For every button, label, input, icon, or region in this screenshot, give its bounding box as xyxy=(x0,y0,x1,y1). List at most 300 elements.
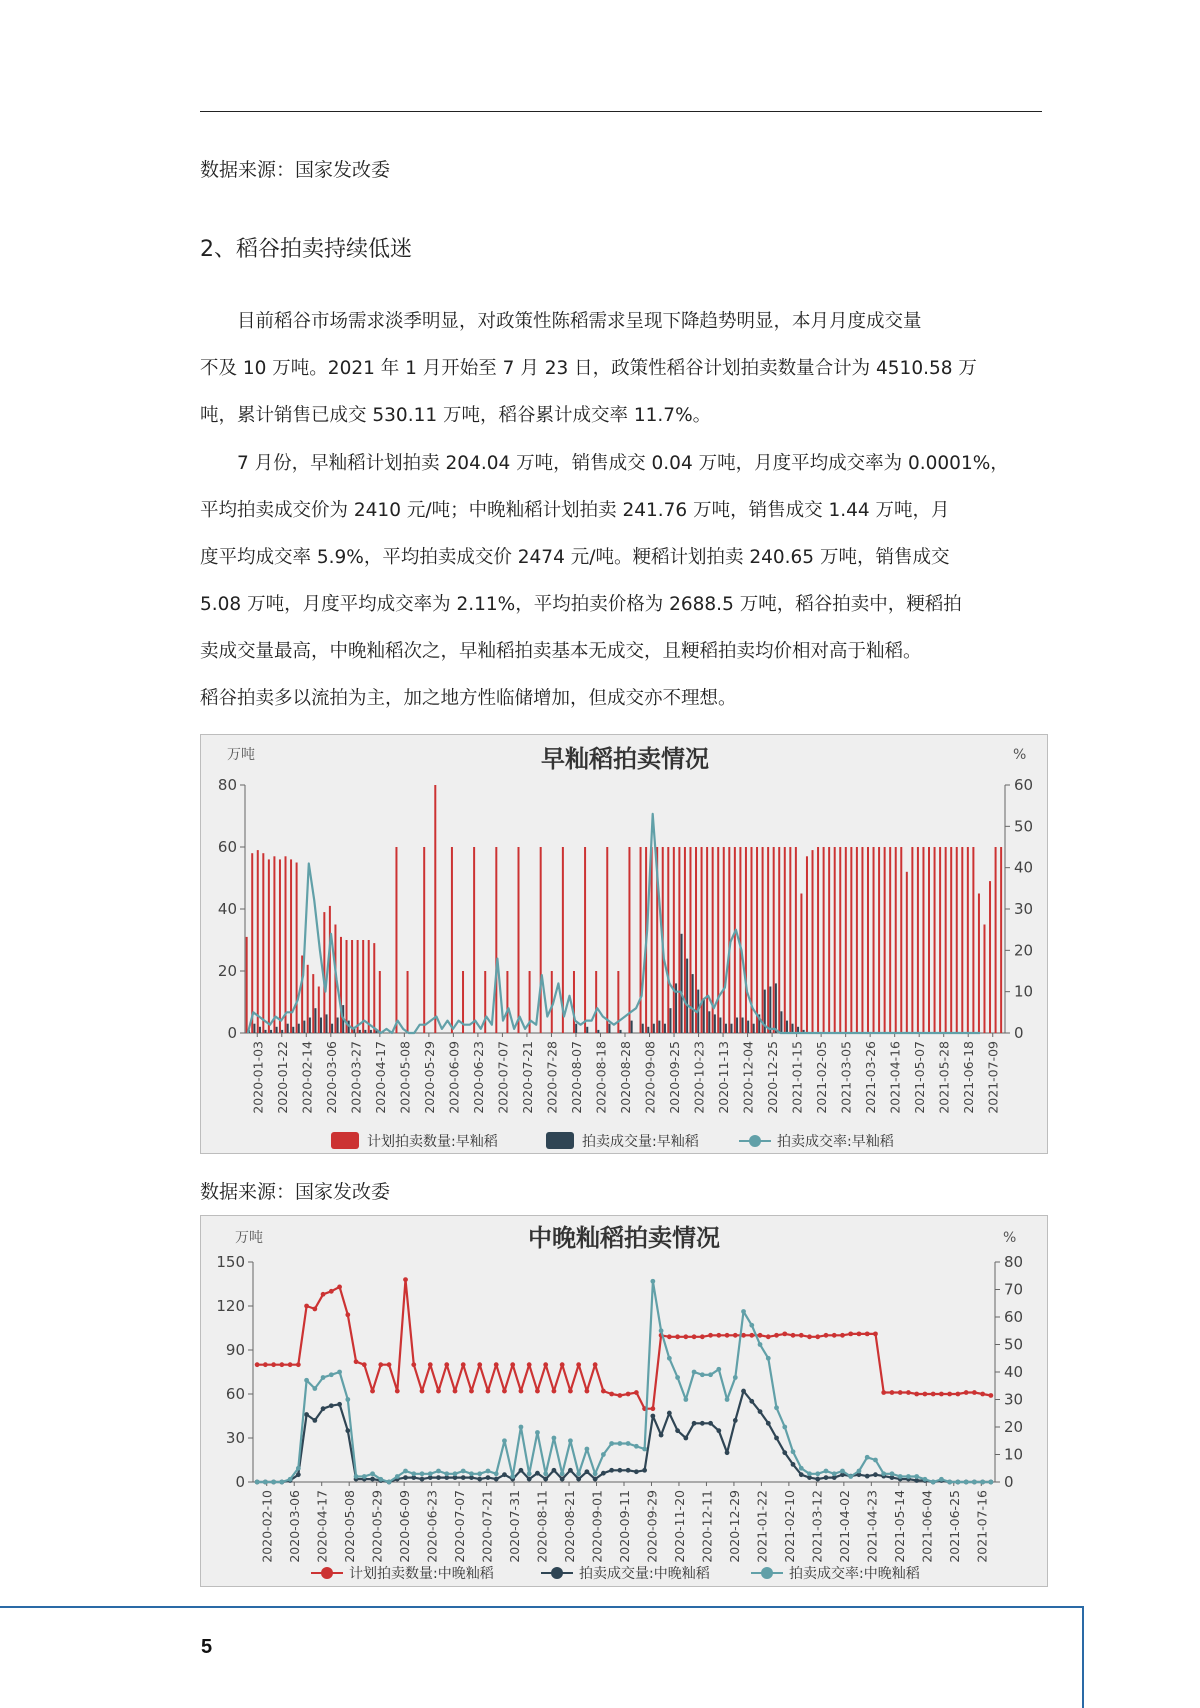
bar-plan xyxy=(667,847,669,1033)
bar-volume xyxy=(253,1024,255,1033)
paragraph-line: 7 月份，早籼稻计划拍卖 204.04 万吨，销售成交 0.04 万吨，月度平均成交率为 0.0001%， xyxy=(200,453,1009,474)
series-point xyxy=(634,1469,639,1474)
series-point xyxy=(461,1475,466,1480)
paragraph-line: 卖成交量最高，中晚籼稻次之，早籼稻拍卖基本无成交，且粳稻拍卖均价相对高于籼稻。 xyxy=(200,641,922,662)
series-point xyxy=(543,1362,548,1367)
series-point xyxy=(378,1477,383,1482)
series-point xyxy=(865,1455,870,1460)
legend-label: 拍卖成交率:中晚籼稻 xyxy=(789,1566,920,1582)
bar-plan xyxy=(817,847,819,1033)
series-point xyxy=(865,1474,870,1479)
bar-plan xyxy=(423,847,425,1033)
footer-frame xyxy=(0,1606,1084,1708)
bar-plan xyxy=(373,943,375,1033)
series-point xyxy=(312,1386,317,1391)
bar-volume xyxy=(780,1011,782,1033)
chart-title: 早籼稻拍卖情况 xyxy=(541,745,709,773)
paragraph-line: 平均拍卖成交价为 2410 元/吨；中晚籼稻计划拍卖 241.76 万吨，销售成交 1.44 万吨，月 xyxy=(200,500,950,521)
series-point xyxy=(857,1331,862,1336)
series-point xyxy=(617,1468,622,1473)
series-point xyxy=(576,1362,581,1367)
series-point xyxy=(560,1362,565,1367)
bar-plan xyxy=(734,847,736,1033)
bar-volume xyxy=(725,1024,727,1033)
x-tick-label: 2020-05-29 xyxy=(369,1490,385,1563)
bar-volume xyxy=(608,1024,610,1033)
bar-plan xyxy=(956,847,958,1033)
legend-label: 拍卖成交率:早籼稻 xyxy=(777,1134,894,1150)
y-right-tick-label: 30 xyxy=(1004,1390,1024,1409)
series-point xyxy=(650,1406,655,1411)
bar-volume xyxy=(281,1030,283,1033)
series-point xyxy=(733,1375,738,1380)
x-tick-label: 2020-08-07 xyxy=(568,1041,584,1114)
series-point xyxy=(873,1331,878,1336)
bar-plan xyxy=(1000,847,1002,1033)
x-tick-label: 2020-06-09 xyxy=(446,1041,462,1114)
paragraph-line: 目前稻谷市场需求淡季明显，对政策性陈稻需求呈现下降趋势明显，本月月度成交量 xyxy=(200,311,922,332)
series-point xyxy=(848,1474,853,1479)
bar-plan xyxy=(995,847,997,1033)
series-point xyxy=(824,1333,829,1338)
series-point xyxy=(395,1474,400,1479)
bar-plan xyxy=(484,971,486,1033)
bar-volume xyxy=(320,1018,322,1034)
series-point xyxy=(461,1362,466,1367)
series-point xyxy=(494,1362,499,1367)
series-point xyxy=(848,1331,853,1336)
series-point xyxy=(898,1390,903,1395)
series-point xyxy=(271,1480,276,1485)
bar-volume xyxy=(586,1027,588,1033)
series-point xyxy=(692,1334,697,1339)
bar-plan xyxy=(678,847,680,1033)
x-tick-label: 2020-09-29 xyxy=(644,1490,660,1563)
bar-plan xyxy=(379,971,381,1033)
bar-volume xyxy=(786,1021,788,1033)
series-point xyxy=(939,1477,944,1482)
series-point xyxy=(824,1475,829,1480)
bar-volume xyxy=(669,1008,671,1033)
series-point xyxy=(626,1468,631,1473)
series-point xyxy=(560,1477,565,1482)
y-right-tick-label: 80 xyxy=(1004,1253,1024,1271)
series-point xyxy=(535,1471,540,1476)
series-point xyxy=(552,1436,557,1441)
bar-volume xyxy=(265,1030,267,1033)
y-right-tick-label: 40 xyxy=(1004,1363,1024,1381)
bar-plan xyxy=(762,847,764,1033)
bar-plan xyxy=(950,847,952,1033)
series-point xyxy=(552,1389,557,1394)
series-point xyxy=(486,1475,491,1480)
bar-plan xyxy=(795,847,797,1033)
mid-late-indica-chart-svg xyxy=(201,1216,1047,1586)
series-point xyxy=(980,1392,985,1397)
series-point xyxy=(758,1409,763,1414)
bar-plan xyxy=(900,847,902,1033)
series-point xyxy=(312,1307,317,1312)
bar-plan xyxy=(806,856,808,1033)
series-point xyxy=(387,1362,392,1367)
legend-label: 计划拍卖数量:早籼稻 xyxy=(367,1134,498,1150)
bar-plan xyxy=(928,847,930,1033)
x-tick-label: 2021-06-04 xyxy=(919,1490,935,1563)
series-point xyxy=(395,1389,400,1394)
x-tick-label: 2020-04-17 xyxy=(314,1490,330,1563)
series-point xyxy=(939,1392,944,1397)
bar-plan xyxy=(967,847,969,1033)
bar-plan xyxy=(983,925,985,1034)
x-tick-label: 2020-09-01 xyxy=(589,1490,605,1563)
series-point xyxy=(329,1372,334,1377)
series-point xyxy=(626,1441,631,1446)
series-point xyxy=(609,1441,614,1446)
bar-volume xyxy=(658,1021,660,1033)
series-point xyxy=(741,1309,746,1314)
series-point xyxy=(354,1474,359,1479)
series-point xyxy=(609,1392,614,1397)
bar-plan xyxy=(789,847,791,1033)
legend-swatch xyxy=(331,1132,359,1149)
series-point xyxy=(568,1438,573,1443)
bar-plan xyxy=(723,847,725,1033)
bar-plan xyxy=(246,937,248,1033)
bar-plan xyxy=(878,847,880,1033)
series-point xyxy=(477,1477,482,1482)
series-point xyxy=(329,1403,334,1408)
series-point xyxy=(733,1333,738,1338)
bar-plan xyxy=(756,847,758,1033)
series-point xyxy=(881,1471,886,1476)
x-tick-label: 2020-02-10 xyxy=(259,1490,275,1563)
bar-volume xyxy=(620,1030,622,1033)
series-point xyxy=(634,1444,639,1449)
x-tick-label: 2021-07-16 xyxy=(974,1490,990,1563)
paragraph-line: 稻谷拍卖多以流拍为主，加之地方性临储增加，但成交亦不理想。 xyxy=(200,688,737,709)
bar-volume xyxy=(597,1030,599,1033)
series-point xyxy=(741,1333,746,1338)
series-point xyxy=(453,1389,458,1394)
series-point xyxy=(906,1474,911,1479)
bar-volume xyxy=(775,983,777,1033)
series-point xyxy=(255,1480,260,1485)
bar-plan xyxy=(823,847,825,1033)
y-right-tick-label: 30 xyxy=(1014,900,1034,918)
series-point xyxy=(304,1378,309,1383)
series-point xyxy=(420,1471,425,1476)
series-point xyxy=(791,1462,796,1467)
x-tick-label: 2020-11-13 xyxy=(716,1041,732,1114)
series-point xyxy=(494,1477,499,1482)
bar-volume xyxy=(259,1027,261,1033)
bar-plan xyxy=(318,987,320,1034)
y-left-tick-label: 40 xyxy=(217,900,237,918)
series-point xyxy=(337,1370,342,1375)
bar-plan xyxy=(312,974,314,1033)
x-tick-label: 2020-07-31 xyxy=(507,1490,523,1563)
x-tick-label: 2021-06-18 xyxy=(961,1041,977,1114)
series-point xyxy=(576,1471,581,1476)
y-right-tick-label: 50 xyxy=(1004,1335,1024,1354)
series-point xyxy=(601,1471,606,1476)
series-point xyxy=(279,1480,284,1485)
series-point xyxy=(774,1405,779,1410)
bar-volume xyxy=(575,1024,577,1033)
series-point xyxy=(988,1393,993,1398)
series-point xyxy=(923,1477,928,1482)
bar-plan xyxy=(451,847,453,1033)
bar-plan xyxy=(307,965,309,1033)
series-point xyxy=(906,1390,911,1395)
series-point xyxy=(593,1471,598,1476)
series-point xyxy=(279,1362,284,1367)
series-point xyxy=(766,1356,771,1361)
legend-swatch-dot xyxy=(749,1135,761,1147)
series-point xyxy=(749,1399,754,1404)
series-point xyxy=(362,1362,367,1367)
bar-plan xyxy=(606,847,608,1033)
bar-plan xyxy=(978,894,980,1034)
page-number: 5 xyxy=(201,1636,213,1658)
x-tick-label: 2020-12-04 xyxy=(740,1041,756,1114)
bar-plan xyxy=(695,847,697,1033)
y-right-tick-label: 10 xyxy=(1014,982,1034,1001)
bar-plan xyxy=(434,785,436,1033)
y-right-tick-label: 60 xyxy=(1014,776,1034,794)
x-tick-label: 2020-06-23 xyxy=(470,1041,486,1114)
series-point xyxy=(923,1392,928,1397)
bar-volume xyxy=(736,1018,738,1034)
series-point xyxy=(585,1389,590,1394)
bar-plan xyxy=(845,847,847,1033)
series-point xyxy=(560,1471,565,1476)
paragraph-line: 吨，累计销售已成交 530.11 万吨，稻谷累计成交率 11.7%。 xyxy=(200,405,712,426)
series-point xyxy=(593,1477,598,1482)
series-point xyxy=(667,1334,672,1339)
bar-plan xyxy=(673,847,675,1033)
bar-plan xyxy=(640,847,642,1033)
series-point xyxy=(436,1389,441,1394)
y-right-tick-label: 20 xyxy=(1014,941,1034,960)
bar-plan xyxy=(689,847,691,1033)
series-line-plan xyxy=(257,1280,991,1409)
series-point xyxy=(791,1449,796,1454)
paragraph-line: 不及 10 万吨。2021 年 1 月开始至 7 月 23 日，政策性稻谷计划拍卖数量合计为 4510.58 万 xyxy=(200,358,977,379)
series-point xyxy=(659,1433,664,1438)
x-tick-label: 2020-09-11 xyxy=(617,1490,632,1563)
series-point xyxy=(865,1331,870,1336)
bar-volume xyxy=(747,1021,749,1033)
bar-plan xyxy=(573,971,575,1033)
x-tick-label: 2021-03-05 xyxy=(838,1041,854,1114)
x-tick-label: 2020-08-28 xyxy=(618,1041,633,1114)
series-point xyxy=(931,1480,936,1485)
bar-plan xyxy=(850,847,852,1033)
bar-volume xyxy=(276,1027,278,1033)
series-point xyxy=(650,1279,655,1284)
bar-plan xyxy=(922,847,924,1033)
bar-volume xyxy=(731,1024,733,1033)
series-point xyxy=(683,1397,688,1402)
bar-volume xyxy=(653,1024,655,1033)
bar-plan xyxy=(895,847,897,1033)
series-point xyxy=(444,1362,449,1367)
y-left-tick-label: 30 xyxy=(225,1429,245,1447)
series-point xyxy=(766,1421,771,1426)
bar-plan xyxy=(268,859,270,1033)
x-tick-label: 2020-07-07 xyxy=(452,1490,468,1563)
series-point xyxy=(799,1333,804,1338)
series-point xyxy=(741,1389,746,1394)
series-point xyxy=(436,1469,441,1474)
series-point xyxy=(263,1480,268,1485)
y-right-tick-label: 50 xyxy=(1014,817,1034,836)
series-point xyxy=(815,1477,820,1482)
bar-plan xyxy=(884,847,886,1033)
series-point xyxy=(502,1472,507,1477)
bar-plan xyxy=(745,847,747,1033)
series-point xyxy=(345,1312,350,1317)
y-right-unit-label: % xyxy=(1013,747,1027,763)
series-point xyxy=(601,1389,606,1394)
series-point xyxy=(914,1392,919,1397)
series-point xyxy=(626,1392,631,1397)
bar-plan xyxy=(834,847,836,1033)
bar-plan xyxy=(628,847,630,1033)
series-point xyxy=(519,1425,524,1430)
series-point xyxy=(708,1421,713,1426)
y-left-tick-label: 0 xyxy=(227,1024,237,1042)
series-point xyxy=(964,1480,969,1485)
x-tick-label: 2020-05-08 xyxy=(397,1041,413,1114)
bar-plan xyxy=(728,847,730,1033)
bar-plan xyxy=(540,847,542,1033)
bar-plan xyxy=(856,847,858,1033)
legend-label: 拍卖成交量:中晚籼稻 xyxy=(579,1566,710,1582)
bar-volume xyxy=(753,1024,755,1033)
series-point xyxy=(708,1333,713,1338)
bar-plan xyxy=(961,847,963,1033)
bar-volume xyxy=(647,1027,649,1033)
y-left-tick-label: 60 xyxy=(217,838,237,856)
bar-plan xyxy=(651,847,653,1033)
y-right-unit-label: % xyxy=(1003,1230,1017,1246)
x-tick-label: 2020-05-08 xyxy=(342,1490,358,1563)
x-tick-label: 2020-09-25 xyxy=(667,1041,683,1114)
bar-volume xyxy=(303,1021,305,1033)
y-left-unit-label: 万吨 xyxy=(235,1230,263,1246)
series-point xyxy=(931,1392,936,1397)
x-tick-label: 2021-05-28 xyxy=(936,1041,952,1114)
series-point xyxy=(824,1469,829,1474)
bar-plan xyxy=(889,847,891,1033)
y-left-tick-label: 120 xyxy=(216,1297,245,1315)
bar-plan xyxy=(778,847,780,1033)
bar-volume xyxy=(714,1014,716,1033)
series-point xyxy=(667,1356,672,1361)
bar-volume xyxy=(769,987,771,1034)
series-point xyxy=(749,1323,754,1328)
series-point xyxy=(683,1334,688,1339)
x-tick-label: 2020-12-11 xyxy=(699,1490,715,1563)
x-tick-label: 2021-04-23 xyxy=(864,1490,880,1563)
x-tick-label: 2021-01-15 xyxy=(789,1041,805,1114)
series-point xyxy=(791,1333,796,1338)
bar-plan xyxy=(873,847,875,1033)
series-point xyxy=(403,1475,408,1480)
bar-volume xyxy=(719,1018,721,1034)
x-tick-label: 2021-05-07 xyxy=(912,1041,928,1114)
bar-volume xyxy=(270,1030,272,1033)
series-point xyxy=(568,1468,573,1473)
series-point xyxy=(436,1475,441,1480)
series-point xyxy=(502,1438,507,1443)
series-point xyxy=(543,1471,548,1476)
x-tick-label: 2020-10-23 xyxy=(691,1041,707,1114)
series-point xyxy=(411,1362,416,1367)
bar-plan xyxy=(839,847,841,1033)
x-tick-label: 2021-06-25 xyxy=(946,1490,962,1563)
series-point xyxy=(980,1480,985,1485)
x-tick-label: 2020-03-06 xyxy=(323,1041,339,1114)
bar-volume xyxy=(742,1018,744,1034)
y-right-tick-label: 70 xyxy=(1004,1280,1024,1299)
bar-plan xyxy=(340,937,342,1033)
series-point xyxy=(840,1469,845,1474)
bar-plan xyxy=(945,847,947,1033)
y-right-tick-label: 0 xyxy=(1004,1473,1014,1491)
series-point xyxy=(527,1477,532,1482)
series-point xyxy=(486,1469,491,1474)
series-point xyxy=(321,1406,326,1411)
x-tick-label: 2021-03-26 xyxy=(863,1041,879,1114)
series-point xyxy=(370,1471,375,1476)
x-tick-label: 2021-03-12 xyxy=(809,1490,825,1563)
series-point xyxy=(725,1397,730,1402)
series-point xyxy=(345,1428,350,1433)
bar-volume xyxy=(686,959,688,1033)
mid-late-indica-chart xyxy=(200,1215,1048,1587)
series-point xyxy=(725,1333,730,1338)
bar-plan xyxy=(867,847,869,1033)
series-point xyxy=(774,1333,779,1338)
bar-plan xyxy=(617,971,619,1033)
section-heading: 2、稻谷拍卖持续低迷 xyxy=(200,237,412,262)
series-point xyxy=(304,1304,309,1309)
series-point xyxy=(815,1471,820,1476)
x-tick-label: 2020-03-06 xyxy=(287,1490,303,1563)
series-point xyxy=(420,1389,425,1394)
x-tick-label: 2020-07-07 xyxy=(495,1041,511,1114)
x-tick-label: 2020-05-29 xyxy=(421,1041,437,1114)
bar-plan xyxy=(773,847,775,1033)
bar-volume xyxy=(708,1011,710,1033)
x-tick-label: 2020-03-27 xyxy=(348,1041,364,1114)
bar-volume xyxy=(664,1024,666,1033)
series-point xyxy=(362,1474,367,1479)
y-left-tick-label: 20 xyxy=(217,962,237,980)
series-point xyxy=(873,1458,878,1463)
series-point xyxy=(502,1389,507,1394)
series-point xyxy=(527,1471,532,1476)
series-point xyxy=(296,1362,301,1367)
bar-plan xyxy=(495,847,497,1033)
x-tick-label: 2020-08-11 xyxy=(534,1490,550,1563)
series-point xyxy=(700,1421,705,1426)
series-point xyxy=(593,1362,598,1367)
series-point xyxy=(700,1372,705,1377)
